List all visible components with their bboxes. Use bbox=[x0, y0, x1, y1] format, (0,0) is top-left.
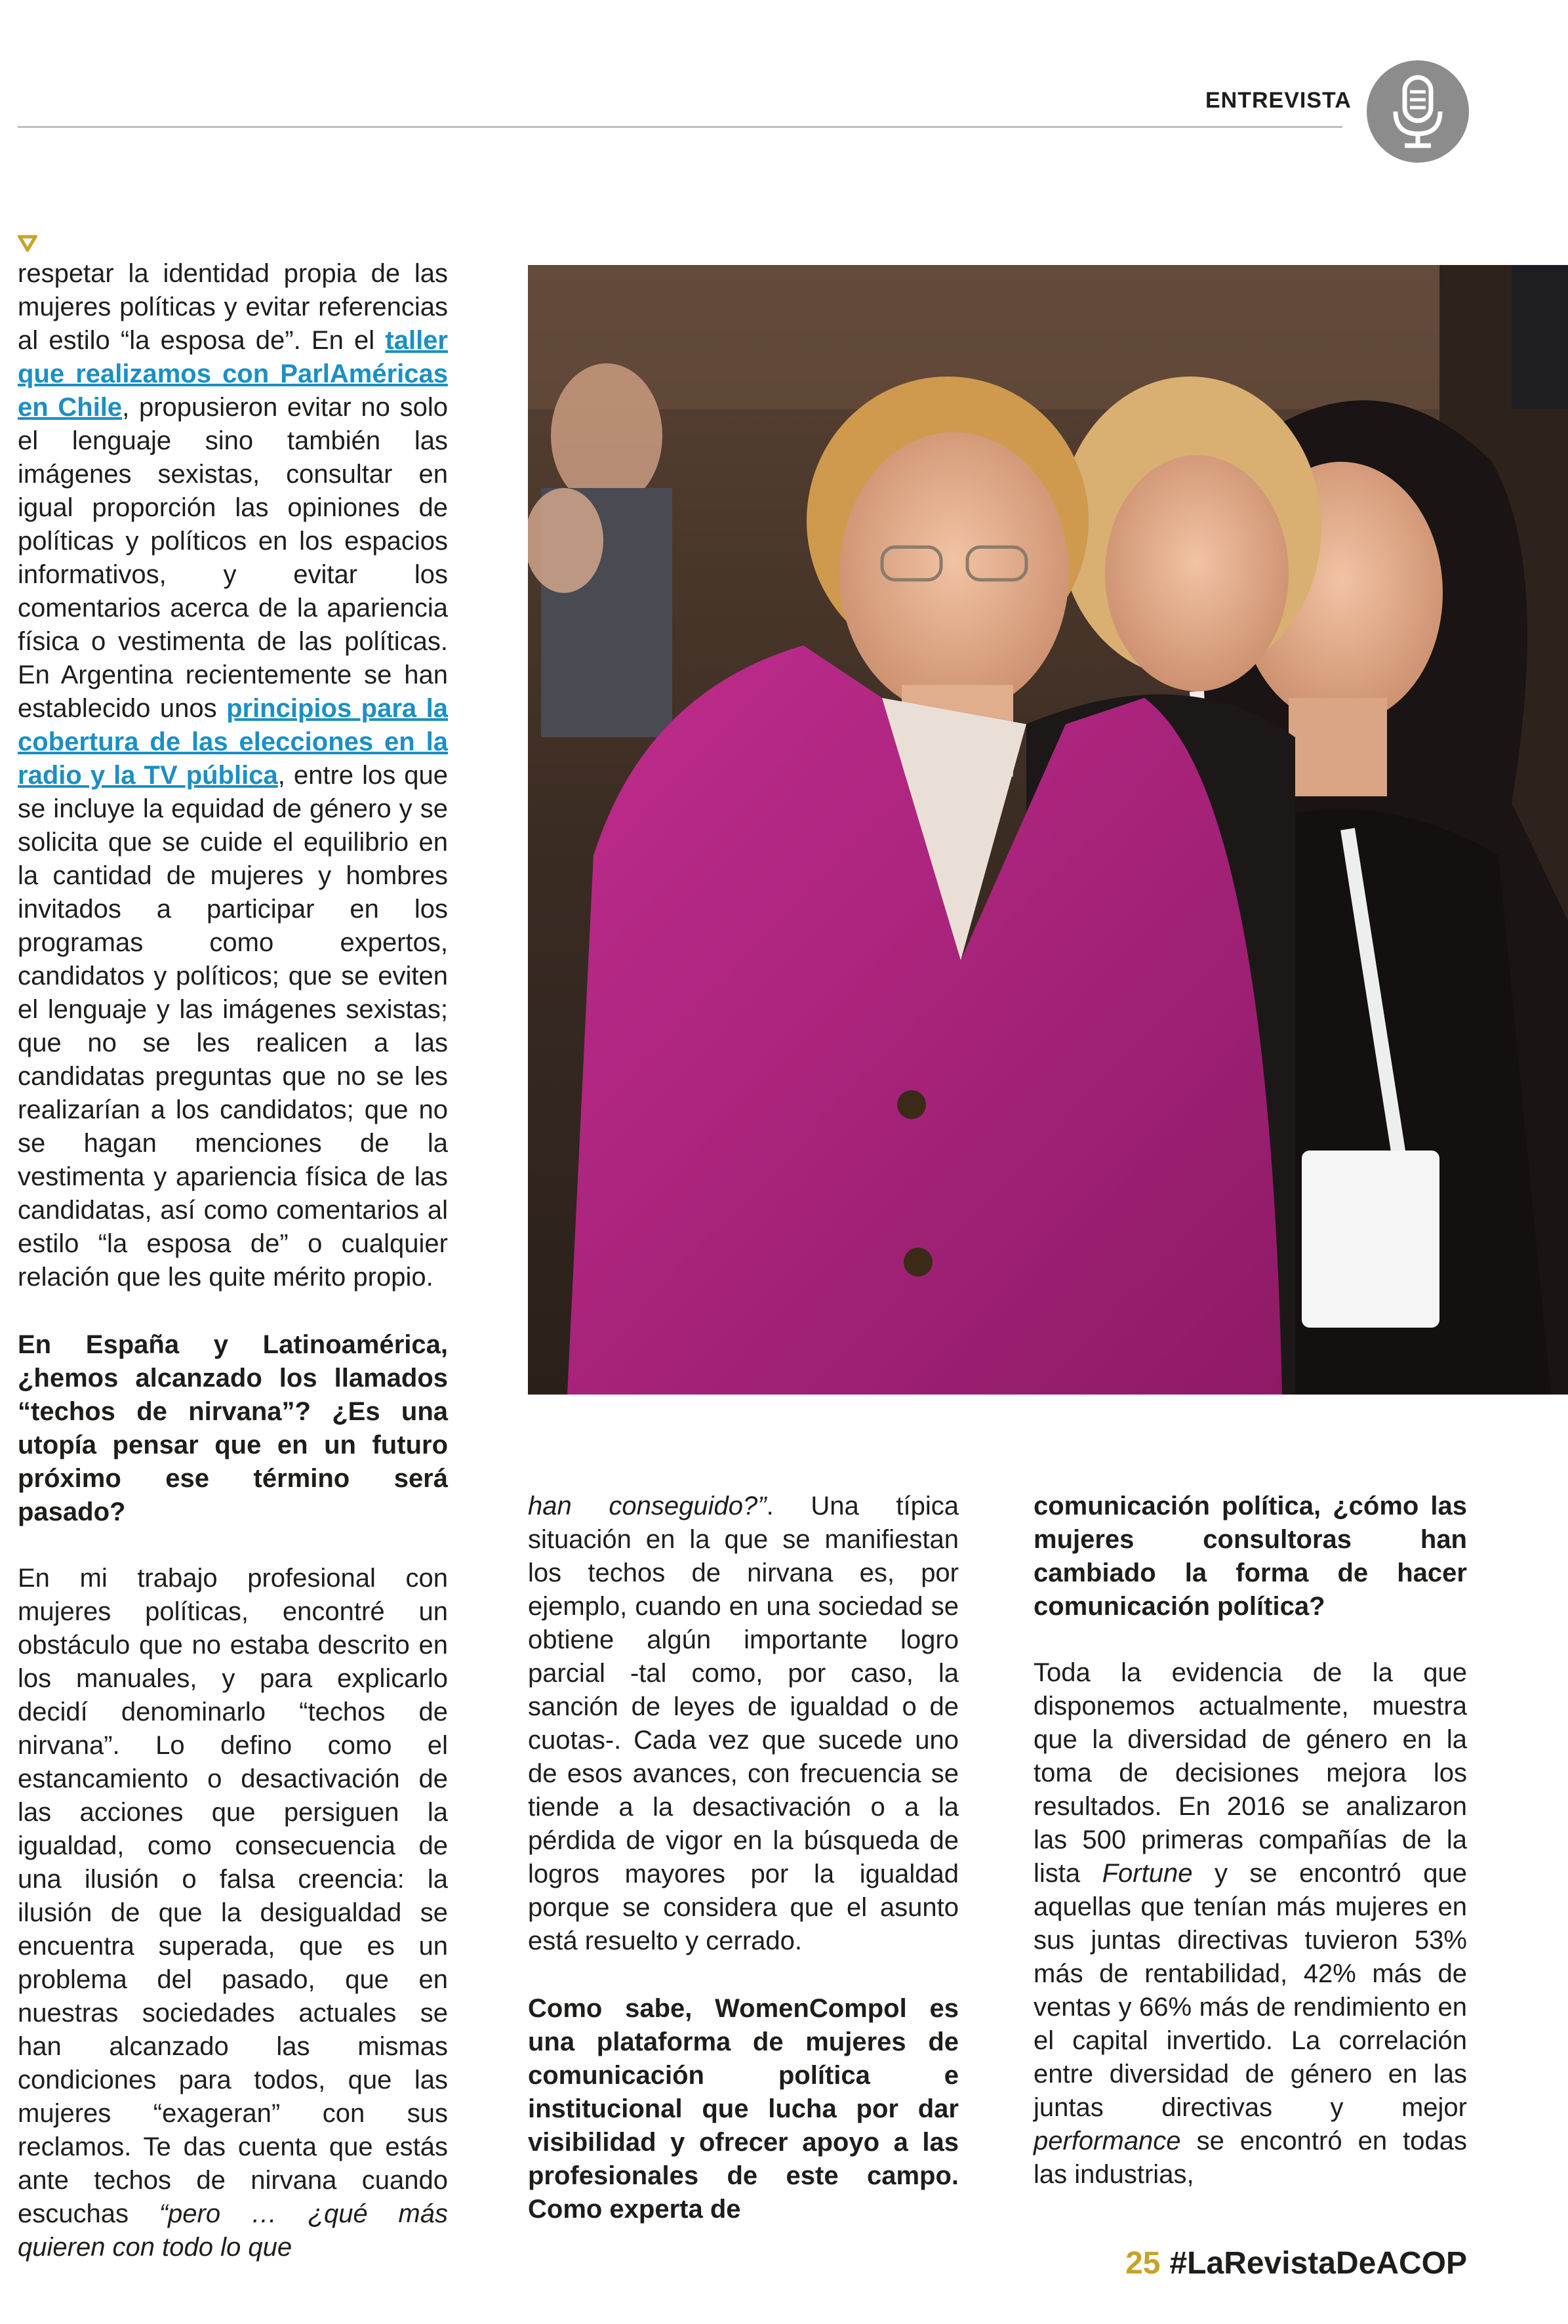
microphone-icon bbox=[1367, 60, 1469, 163]
continuation-triangle-icon bbox=[18, 235, 37, 255]
magazine-hashtag: #LaRevistaDeACOP bbox=[1169, 2246, 1467, 2281]
link-taller-parlamericas[interactable]: taller que realizamos con ParlAméricas en Chile bbox=[18, 326, 448, 422]
section-label: ENTREVISTA bbox=[1205, 88, 1352, 113]
interview-answer: En mi trabajo profesional con mujeres políticas, encontré un obstáculo que no estaba descrito en los manuales, y para explicarlo decidí denominarlo “techos de nirvana”. Lo defino como el estancamiento o desactivación de las acciones que persiguen la igualdad, como consecuencia de una ilusión o falsa creencia: la ilusión de que la desigualdad se encuentra superada, que es un problema del pasado, que en nuestras sociedades actuales se han alcanzado las mismas condiciones para todos, que las mujeres “exageran” con sus reclamos. Te das cuenta que estás ante techos de nirvana cuando escuchas “pero … ¿qué más quieren con todo lo que bbox=[18, 1564, 448, 2262]
interview-answer: Toda la evidencia de la que disponemos actualmente, muestra que la diversidad de género en la toma de decisiones mejora los resultados. En 2016 se analizaron las 500 primeras compañías de la lista Fortune y se encontró que aquellas que tenían más mujeres en sus juntas directivas tuvieron 53% más de rentabilidad, 42% más de ventas y 66% más de rendimiento en el capital invertido. La correlación entre diversidad de género en las juntas directivas y mejor performance se encontró en todas las industrias, bbox=[1034, 1658, 1467, 2189]
page-folio bbox=[1125, 2245, 1467, 2281]
paragraph: respetar la identidad propia de las mujeres políticas y evitar referencias al estilo “la esposa de”. En el taller que realizamos con ParlAméricas en Chile, propusieron evitar no solo el lenguaje sino también las imágenes sexistas, consultar en igual proporción las opiniones de políticas y políticos en los espacios informativos, y evitar los comentarios acerca de la apariencia física o vestimenta de las políticas. En Argentina recientemente se han establecido unos principios para la cobertura de las elecciones en la radio y la TV pública, entre los que se incluye la equidad de género y se solicita que se cuide el equilibrio en la cantidad de mujeres y hombres invitados a participar en los programas como expertos, candidatos y políticos; que se eviten el lenguaje y las imágenes sexistas; que no se les realicen a las candidatas preguntas que no se les realizarían a los candidatos; que no se hagan menciones de la vestimenta y apariencia física de las candidatas, así como comentarios al estilo “la esposa de” o cualquier relación que les quite mérito propio. bbox=[18, 259, 449, 1292]
interview-question-continued: comunicación política, ¿cómo las mujeres consultoras han cambiado la forma de hacer comunicación política? bbox=[1034, 1492, 1467, 1621]
text-column-1 bbox=[18, 257, 448, 2264]
link-principios-cobertura[interactable]: principios para la cobertura de las elecciones en la radio y la TV pública bbox=[18, 694, 448, 790]
page-number: 25 bbox=[1125, 2246, 1161, 2281]
text-column-2 bbox=[528, 1490, 959, 2226]
interview-answer-continued: han conseguido?”. Una típica situación en la que se manifiestan los techos de nirvana es, por ejemplo, cuando en una sociedad se obtiene algún importante logro parcial -tal como, por caso, la sanción de leyes de igualdad o de cuotas-. Cada vez que sucede uno de esos avances, con frecuencia se tiende a la desactivación o a la pérdida de vigor en la búsqueda de logros mayores por la igualdad porque se considera que el asunto está resuelto y cerrado. bbox=[528, 1492, 959, 1955]
interview-question: En España y Latinoamérica, ¿hemos alcanzado los llamados “techos de nirvana”? ¿Es una utopía pensar que en un futuro próximo ese término será pasado? bbox=[18, 1330, 448, 1526]
header-rule bbox=[18, 126, 1342, 128]
interview-question: Como sabe, WomenCompol es una plataforma de mujeres de comunicación política e institucional que lucha por dar visibilidad y ofrecer apoyo a las profesionales de este campo. Como experta de bbox=[528, 1994, 959, 2224]
photo-three-women bbox=[528, 265, 1568, 1395]
text-column-3 bbox=[1034, 1490, 1467, 2191]
